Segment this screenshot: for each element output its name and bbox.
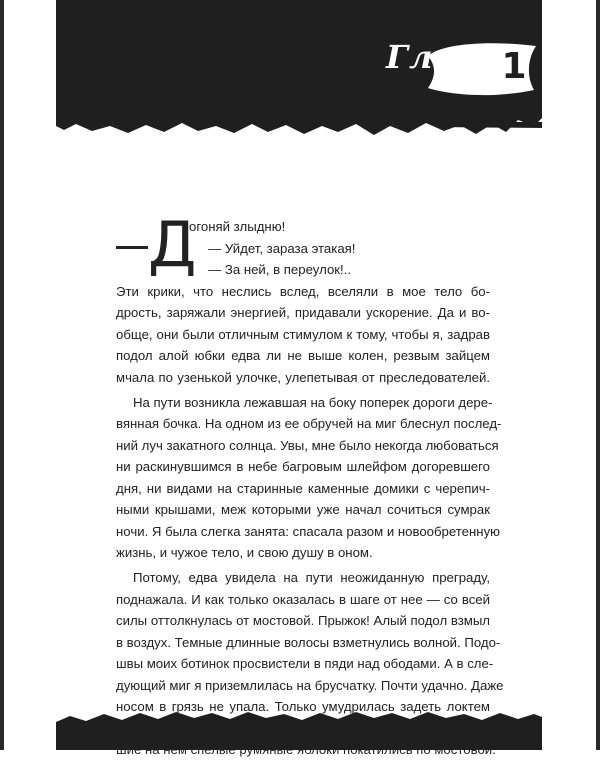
text-line: ни раскинувшимся в небе багровым шлейфом догоревшего bbox=[116, 459, 490, 474]
text-line: в воздух. Темные длинные волосы взметнулись волной. Подо- bbox=[116, 635, 501, 650]
brush-stroke-footer bbox=[56, 700, 542, 750]
text-line: ными крышами, меж которыми уже начал сочиться сумрак bbox=[116, 502, 490, 517]
text-line: подол алой юбки едва ли не выше колен, резвым зайцем bbox=[116, 348, 490, 363]
text-line: ний луч закатного солнца. Увы, мне было некогда любоваться bbox=[116, 438, 499, 453]
text-line: На пути возникла лежавшая на боку поперек дороги дере- bbox=[133, 395, 493, 410]
text-line: жизнь, и чужое тело, и свою душу в оном. bbox=[116, 545, 373, 560]
chapter-label: Глава bbox=[386, 38, 499, 76]
chapter-header-band bbox=[56, 0, 542, 142]
text-line: ночи. Я была слегка занята: спасала разом и новообретенную bbox=[116, 524, 501, 539]
text-line: вянная бочка. На одном из ее обручей на миг блеснул послед- bbox=[116, 416, 502, 431]
text-line: дня, ни видами на старинные каменные домики с черепич- bbox=[116, 481, 490, 496]
dropcap-letter: Д bbox=[148, 208, 197, 281]
text-line: швы моих ботинок просвистели в пяди над ободами. А в сле- bbox=[116, 656, 494, 671]
chapter-number: 1 bbox=[501, 46, 527, 87]
text-line: дрость, заряжали энергией, придавали ускорение. Да и во- bbox=[116, 305, 490, 320]
text-line: силы оттолкнулась от мостовой. Прыжок! Алый подол взмыл bbox=[116, 613, 490, 628]
dropcap-dash bbox=[116, 246, 148, 249]
footer-brush-band bbox=[56, 700, 542, 750]
text-line: — Уйдет, зараза этакая! bbox=[208, 241, 356, 256]
text-line: Потому, едва увидела на пути неожиданную преграду, bbox=[133, 570, 490, 585]
text-line: Эти крики, что неслись вслед, вселяли в мое тело бо- bbox=[116, 284, 490, 299]
text-line: дующий миг я приземлилась на брусчатку. Почти удачно. Даже bbox=[116, 678, 504, 693]
text-line: поднажала. И как только оказалась в шаге от нее — со всей bbox=[116, 592, 490, 607]
text-line: мчала по узенькой улочке, улепетывая от преследователей. bbox=[116, 370, 490, 385]
text-line: обще, они были отличным стимулом к тому, чтобы я, задрав bbox=[116, 327, 490, 342]
text-line: огоняй злыдню! bbox=[189, 219, 286, 234]
text-line: — За ней, в переулок!.. bbox=[208, 262, 352, 277]
text-line: носом в грязь не упала. Только умудрилась задеть локтем bbox=[116, 699, 490, 714]
